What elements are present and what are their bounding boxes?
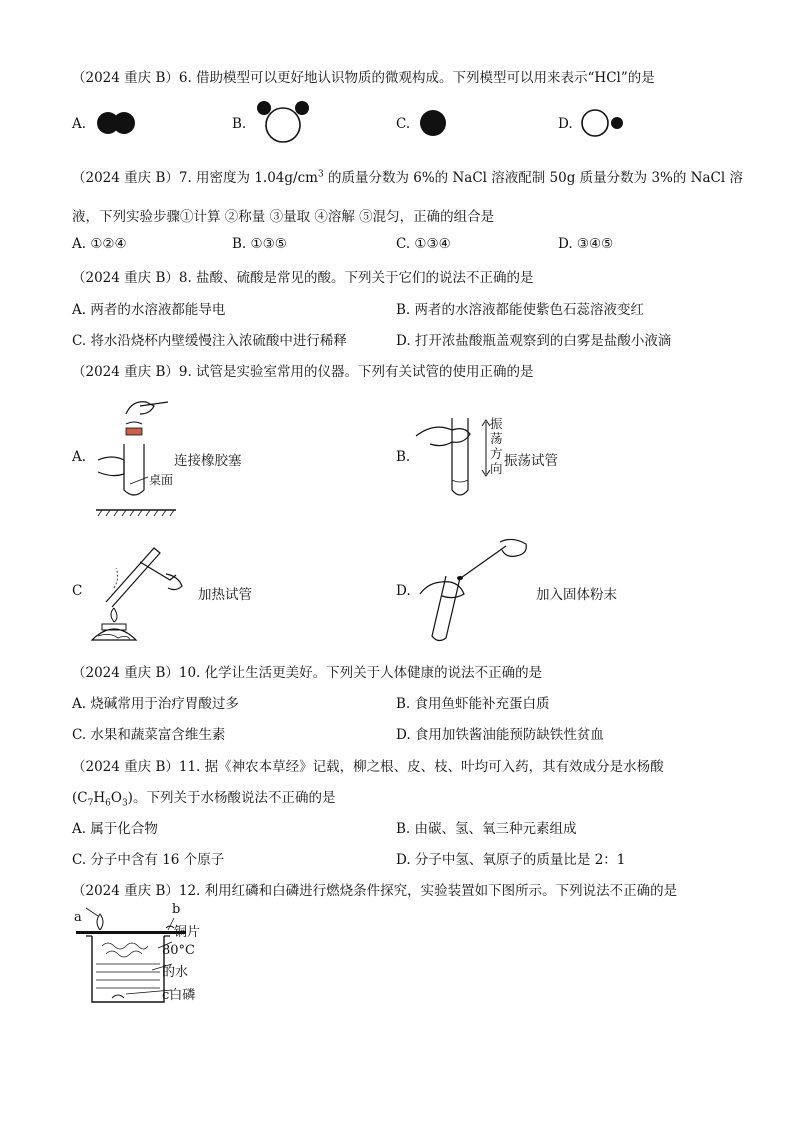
q9-option-b: B. bbox=[396, 449, 411, 465]
q11-option-a: A. 属于化合物 bbox=[72, 821, 158, 837]
q6-option-b: B. bbox=[232, 116, 247, 132]
q9-a-table-label: 桌面 bbox=[149, 473, 174, 487]
q10-stem: （2024 重庆 B）10. 化学让生活更美好。下列关于人体健康的说法不正确的是 bbox=[72, 665, 543, 681]
q12-label-temp: 80°C bbox=[162, 943, 195, 958]
q7-option-b: B. ①③⑤ bbox=[232, 236, 287, 252]
q8-stem: （2024 重庆 B）8. 盐酸、硫酸是常见的酸。下列关于它们的说法不正确的是 bbox=[72, 270, 534, 286]
q12-label-a: a bbox=[74, 910, 82, 925]
q12-label-copper: 铜片 bbox=[174, 925, 201, 940]
q9-option-a: A. bbox=[72, 449, 87, 465]
q6-model-c bbox=[416, 108, 452, 138]
q10-option-d: D. 食用加铁酱油能预防缺铁性贫血 bbox=[396, 727, 604, 743]
q10-option-b: B. 食用鱼虾能补充蛋白质 bbox=[396, 696, 550, 712]
q11-stem: （2024 重庆 B）11. 据《神农本草经》记载，柳之根、皮、枝、叶均可入药，其有效成分是水杨酸 bbox=[72, 759, 664, 775]
q9-figure-b-shake bbox=[414, 414, 484, 498]
q7-stem-line1: （2024 重庆 B）7. 用密度为 $1.04g/cm^3$ 的质量分数为 6%的 NaCl 溶液配制 50g 质量分数为 3%的 NaCl 溶 bbox=[72, 169, 743, 186]
q9-d-caption: 加入固体粉末 bbox=[536, 587, 617, 603]
q9-stem: （2024 重庆 B）9. 试管是实验室常用的仪器。下列有关试管的使用正确的是 bbox=[72, 364, 534, 380]
q6-model-b bbox=[252, 98, 316, 146]
q8-option-c: C. 将水沿烧杯内壁缓慢注入浓硫酸中进行稀释 bbox=[72, 333, 347, 349]
q7-option-a: A. ①②④ bbox=[72, 236, 127, 252]
q9-c-caption: 加热试管 bbox=[198, 587, 252, 603]
q6-option-c: C. bbox=[396, 116, 411, 132]
q6-option-d: D. bbox=[558, 116, 573, 132]
q11-option-c: C. 分子中含有 16 个原子 bbox=[72, 852, 225, 868]
q8-option-d: D. 打开浓盐酸瓶盖观察到的白雾是盐酸小液滴 bbox=[396, 333, 672, 349]
q6-model-d bbox=[578, 108, 628, 138]
q8-option-b: B. 两者的水溶液都能使紫色石蕊溶液变红 bbox=[396, 302, 645, 318]
q12-label-b: b bbox=[172, 902, 181, 917]
q9-figure-d-powder bbox=[418, 536, 534, 644]
q10-option-c: C. 水果和蔬菜富含维生素 bbox=[72, 727, 226, 743]
q11-formula-line: $(C_7H_6O_3)$。下列关于水杨酸说法不正确的是 bbox=[72, 790, 336, 809]
q8-option-a: A. 两者的水溶液都能导电 bbox=[72, 302, 226, 318]
q12-label-water: 的水 bbox=[162, 965, 189, 980]
q9-b-direction-label: 振 荡 方 向 bbox=[490, 416, 503, 476]
q9-a-caption: 连接橡胶塞 bbox=[174, 453, 242, 469]
q9-figure-c-heating bbox=[84, 540, 188, 644]
q6-option-a: A. bbox=[72, 116, 87, 132]
q10-option-a: A. 烧碱常用于治疗胃酸过多 bbox=[72, 696, 239, 712]
q9-option-d: D. bbox=[396, 583, 411, 599]
q7-option-c: C. ①③④ bbox=[396, 236, 451, 252]
q6-stem: （2024 重庆 B）6. 借助模型可以更好地认识物质的微观构成。下列模型可以用来表示“HCl”的是 bbox=[72, 70, 655, 86]
q7-option-d: D. ③④⑤ bbox=[558, 236, 614, 252]
q11-option-b: B. 由碳、氢、氧三种元素组成 bbox=[396, 821, 577, 837]
q9-option-c: C bbox=[72, 583, 83, 599]
q12-label-white-phosphorus: c白磷 bbox=[162, 988, 196, 1003]
q9-b-caption: 振荡试管 bbox=[504, 453, 558, 469]
q9-figure-a-stopper bbox=[96, 392, 180, 520]
q12-stem: （2024 重庆 B）12. 利用红磷和白磷进行燃烧条件探究，实验装置如下图所示。下列说法不正确的是 bbox=[72, 883, 678, 899]
q11-option-d: D. 分子中氢、氧原子的质量比是 2：1 bbox=[396, 852, 626, 868]
q6-model-a bbox=[94, 110, 140, 136]
q7-stem-line2: 液，下列实验步骤①计算 ②称量 ③量取 ④溶解 ⑤混匀，正确的组合是 bbox=[72, 209, 495, 225]
